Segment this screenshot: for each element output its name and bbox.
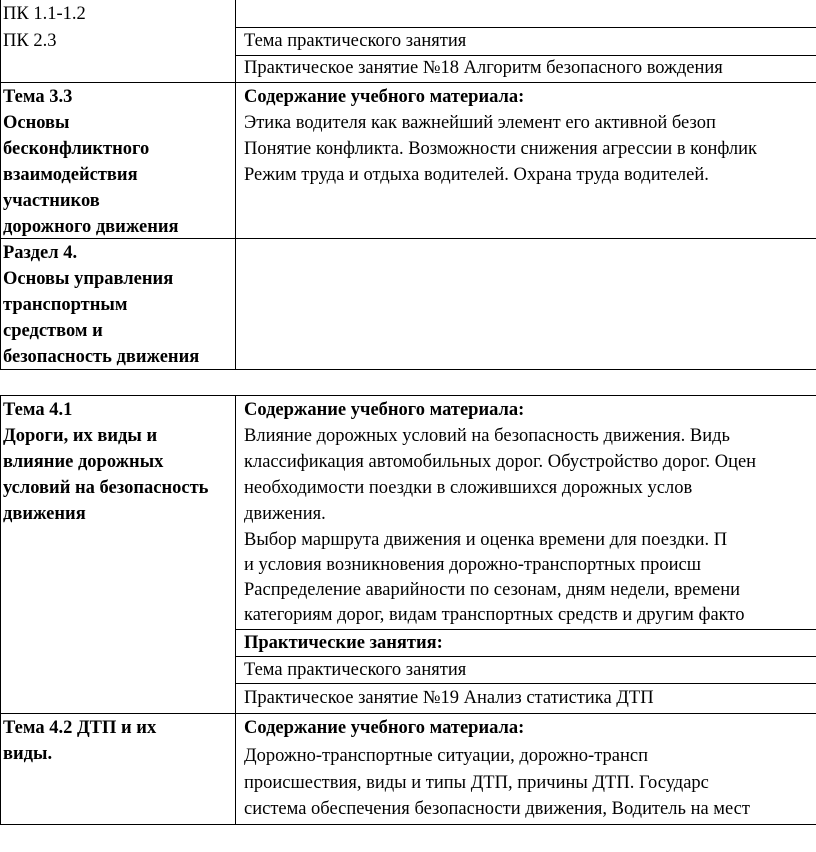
- competence-code: ПК 1.1-1.2: [3, 4, 86, 24]
- topic-title: условий на безопасность: [3, 478, 209, 498]
- content-heading: Содержание учебного материала:: [244, 718, 525, 738]
- topic-title: Дороги, их виды и: [3, 426, 158, 446]
- topic-title: взаимодействия: [3, 165, 138, 185]
- content-text: Дорожно-транспортные ситуации, дорожно-трансп: [244, 746, 648, 766]
- topic-title: Тема 4.2 ДТП и их: [3, 718, 157, 738]
- content-text: категориям дорог, видам транспортных средств и другим факто: [244, 605, 745, 625]
- content-text: Выбор маршрута движения и оценка времени для поездки. П: [244, 530, 728, 550]
- content-heading: Содержание учебного материала:: [244, 400, 525, 420]
- topic-title: движения: [3, 504, 86, 524]
- t2-hline-d: [0, 713, 816, 714]
- content-text: классификация автомобильных дорог. Обустройство дорог. Оцен: [244, 452, 757, 472]
- content-text: необходимости поездки в сложившихся дорожных услов: [244, 478, 693, 498]
- topic-title: Тема 3.3: [3, 87, 73, 107]
- topic-title: влияние дорожных: [3, 452, 164, 472]
- practice-heading: Практические занятия:: [244, 633, 443, 653]
- content-text: движения.: [244, 504, 326, 524]
- competence-code: ПК 2.3: [3, 31, 57, 51]
- section-title: Раздел 4.: [3, 243, 78, 263]
- section-title: средством и: [3, 321, 103, 341]
- content-text: Этика водителя как важнейший элемент его активной безоп: [244, 113, 716, 133]
- t2-vline-mid: [235, 395, 236, 825]
- topic-title: Основы: [3, 113, 70, 133]
- t2-hline-top: [0, 395, 816, 396]
- content-text: и условия возникновения дорожно-транспортных происш: [244, 555, 701, 575]
- topic-title: виды.: [3, 744, 53, 764]
- t2-hline-bottom: [0, 824, 816, 825]
- practice-topic-label: Тема практического занятия: [244, 31, 467, 51]
- content-text: Понятие конфликта. Возможности снижения агрессии в конфлик: [244, 139, 758, 159]
- content-text: происшествия, виды и типы ДТП, причины ДТП. Государс: [244, 773, 709, 793]
- section-title: Основы управления: [3, 269, 174, 289]
- topic-title: Тема 4.1: [3, 400, 73, 420]
- section-title: безопасность движения: [3, 347, 200, 367]
- content-text: Влияние дорожных условий на безопасность движения. Видь: [244, 426, 730, 446]
- practice-topic-label: Тема практического занятия: [244, 660, 467, 680]
- practice-lesson-title: Практическое занятие №19 Анализ статистика ДТП: [244, 688, 654, 708]
- content-text: Режим труда и отдыха водителей. Охрана труда водителей.: [244, 165, 709, 185]
- t2-vline-left: [0, 395, 1, 825]
- t1-vline-left: [0, 0, 1, 370]
- t1-hline-3: [0, 82, 816, 83]
- practice-lesson-title: Практическое занятие №18 Алгоритм безопасного вождения: [244, 58, 723, 78]
- t2-hline-c: [236, 683, 816, 684]
- section-title: транспортным: [3, 295, 128, 315]
- content-text: Распределение аварийности по сезонам, дням недели, времени: [244, 580, 741, 600]
- topic-title: участников: [3, 191, 100, 211]
- topic-title: дорожного движения: [3, 217, 179, 237]
- topic-title: бесконфликтного: [3, 139, 150, 159]
- content-text: система обеспечения безопасности движения, Водитель на мест: [244, 799, 750, 819]
- content-heading: Содержание учебного материала:: [244, 87, 525, 107]
